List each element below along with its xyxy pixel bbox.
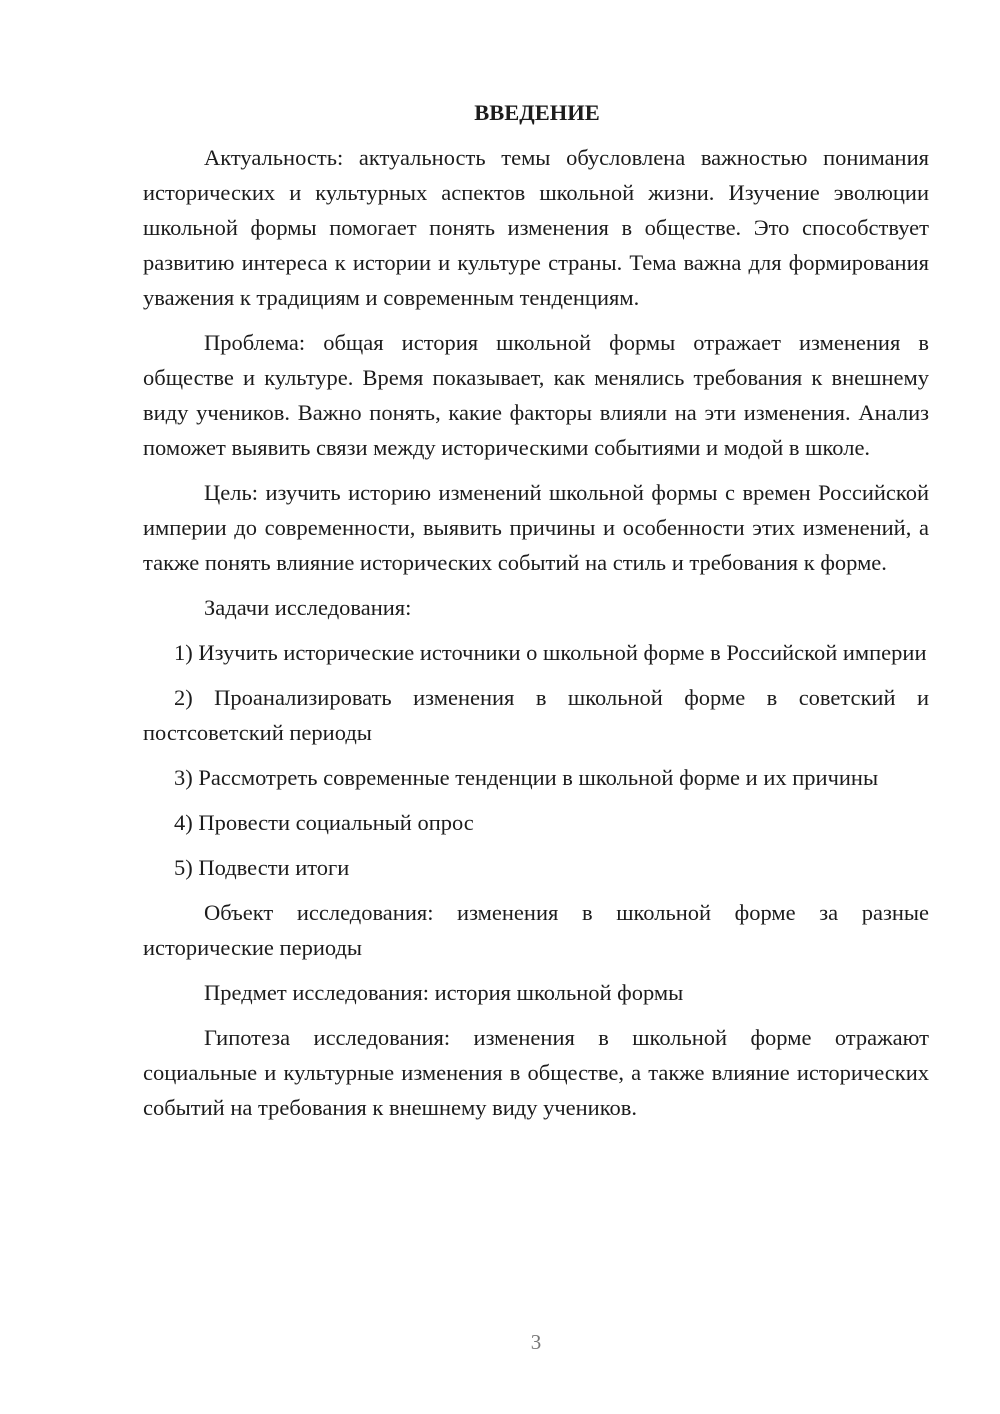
problem-paragraph: Проблема: общая история школьной формы отражает изменения в обществе и культуре. Время показывает, как менялись требования к внешнему виду учеников. Важно понять, какие факторы влияли на эти изменения. Анализ поможет выявить связи между историческими событиями и модой в школе. (143, 330, 929, 460)
object-paragraph: Объект исследования: изменения в школьной форме за разные исторические периоды (143, 900, 929, 960)
task-item: 1) Изучить исторические источники о школьной форме в Российской империи (174, 640, 927, 665)
task-item: 5) Подвести итоги (174, 855, 350, 880)
goal-paragraph: Цель: изучить историю изменений школьной формы с времен Российской империи до современности, выявить причины и особенности этих изменений, а также понять влияние исторических событий на стиль и требования к форме. (143, 480, 929, 575)
task-item: 4) Провести социальный опрос (174, 810, 474, 835)
task-item: 3) Рассмотреть современные тенденции в школьной форме и их причины (174, 765, 879, 790)
document-page (143, 95, 929, 1135)
task-item: 2) Проанализировать изменения в школьной форме в советский и постсоветский периоды (143, 685, 929, 745)
section-title: ВВЕДЕНИЕ (474, 100, 600, 125)
subject-paragraph: Предмет исследования: история школьной формы (204, 980, 684, 1005)
hypothesis-paragraph: Гипотеза исследования: изменения в школьной форме отражают социальные и культурные изменения в обществе, а также влияние исторических событий на требования к внешнему виду учеников. (143, 1025, 929, 1120)
page-number: 3 (530, 1330, 542, 1354)
tasks-heading: Задачи исследования: (204, 595, 412, 620)
relevance-paragraph: Актуальность: актуальность темы обусловлена важностью понимания исторических и культурных аспектов школьной жизни. Изучение эволюции школьной формы помогает понять изменения в обществе. Это способствует развитию интереса к истории и культуре страны. Тема важна для формирования уважения к традициям и современным тенденциям. (143, 145, 929, 310)
